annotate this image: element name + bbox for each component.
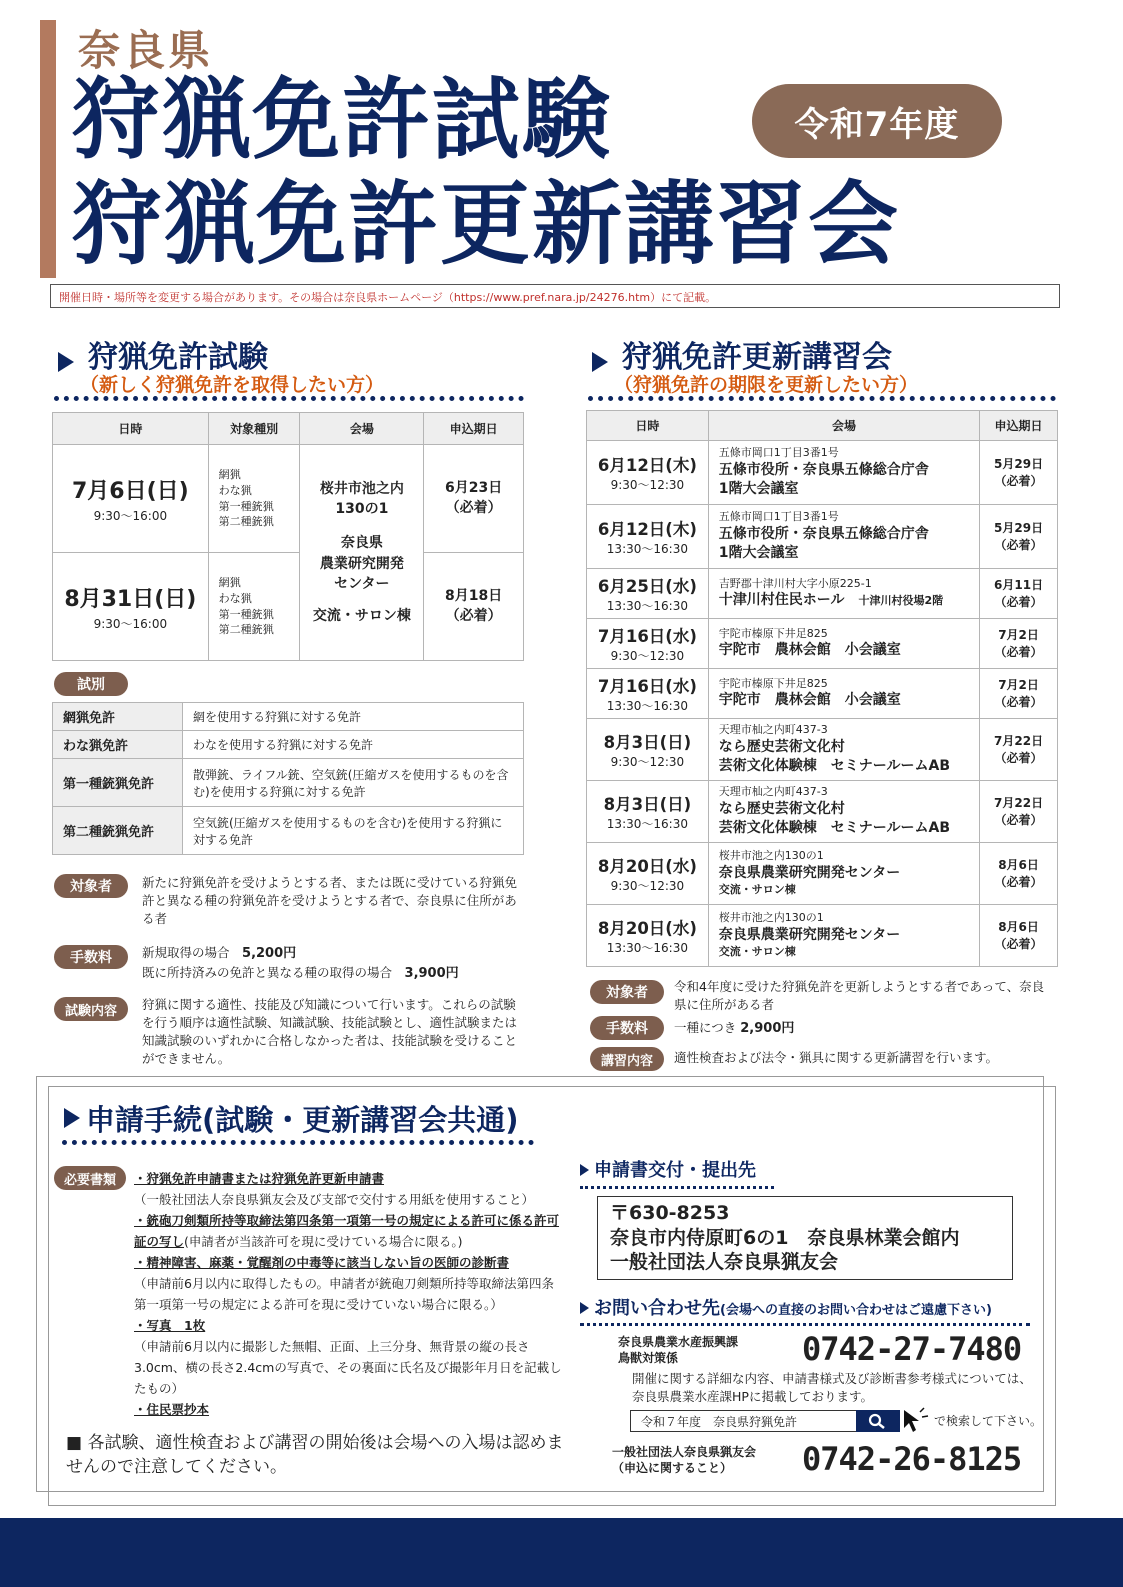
deadline-note: （必着） — [994, 936, 1043, 951]
renewal-time: 13:30～16:30 — [606, 941, 688, 955]
venue-name: 奈良県農業研究開発センター — [718, 865, 901, 882]
deadline-date: 8月18日 — [444, 587, 503, 604]
venue-address: 天理市杣之内町437-3 — [718, 785, 828, 799]
year-badge: 令和7年度 — [752, 84, 1002, 158]
triangle-icon — [580, 1302, 589, 1314]
venue-line: 130の1 — [335, 500, 389, 517]
venue-room: 1階大会議室 — [718, 544, 799, 561]
table-row — [587, 619, 1058, 669]
venue-address: 桜井市池之内130の1 — [718, 849, 824, 863]
renewal-time: 13:30～16:30 — [606, 699, 688, 713]
col-header: 日時 — [53, 413, 209, 445]
renewal-deadline-cell — [980, 619, 1058, 669]
search-instruction: で検索して下さい。 — [934, 1414, 1043, 1428]
venue-address: 天理市杣之内町437-3 — [718, 723, 828, 737]
table-row — [587, 781, 1058, 843]
renewal-content-label: 講習内容 — [590, 1047, 664, 1071]
deadline-note: （必着） — [994, 694, 1043, 709]
deadline-note: （必着） — [994, 750, 1043, 765]
renewal-date-cell — [587, 781, 709, 843]
renewal-time: 9:30～12:30 — [610, 478, 685, 492]
exam-type: 第二種銃猟 — [218, 623, 274, 637]
renewal-venue-cell — [708, 905, 979, 967]
cursor-icon — [900, 1406, 932, 1438]
doc-note: （申請前6月以内に撮影した無帽、正面、上三分身、無背景の縦の長さ3.0cm、横の長さ2.4cmの写真で、その裏面に氏名及び撮影年月日を記載したもの） — [134, 1339, 562, 1396]
main-title-renewal: 狩猟免許更新講習会 — [72, 172, 900, 277]
renewal-content-text: 適性検査および法令・猟具に関する更新講習を行います。 — [674, 1050, 999, 1065]
doc-item: ・精神障害、麻薬・覚醒剤の中毒等に該当しない旨の医師の診断書 — [134, 1255, 510, 1270]
license-kinds-table — [52, 702, 524, 855]
venue-name: 十津川村住民ホール — [718, 592, 845, 609]
deadline-note: （必着） — [994, 594, 1043, 609]
exam-time: 9:30～16:00 — [93, 508, 168, 523]
kind-name: 第二種銃猟免許 — [53, 807, 183, 855]
venue-line: 交流・サロン棟 — [312, 608, 411, 625]
footer-bar — [0, 1518, 1123, 1587]
contact-title: お問い合わせ先 — [594, 1298, 720, 1319]
renewal-time: 9:30～12:30 — [610, 649, 685, 663]
renewal-date-cell — [587, 441, 709, 505]
renewal-date-cell — [587, 843, 709, 905]
deadline-note: （必着） — [994, 874, 1043, 889]
renewal-date: 8月20日(水) — [597, 857, 697, 876]
exam-venue-cell — [300, 445, 424, 661]
doc-item: ・狩猟免許申請書または狩猟免許更新申請書 — [134, 1171, 385, 1186]
deadline-note: （必着） — [994, 644, 1043, 659]
exam-type: わな猟 — [218, 591, 252, 605]
renewal-deadline-cell — [980, 843, 1058, 905]
contact2-note: （申込に関すること） — [612, 1461, 733, 1476]
renewal-deadline-cell — [980, 441, 1058, 505]
col-header: 会場 — [300, 413, 424, 445]
doc-item: ・写真 1枚 — [134, 1318, 206, 1333]
contact1-dept: 鳥獣対策係 — [618, 1351, 679, 1366]
table-row — [53, 703, 524, 731]
exam-type: 第一種銃猟 — [218, 499, 274, 513]
renewal-venue-cell — [708, 569, 979, 619]
entry-warning: ■ 各試験、適性検査および講習の開始後は会場への入場は認めませんので注意してください。 — [66, 1433, 564, 1477]
renewal-section-title: 狩猟免許更新講習会 — [622, 340, 892, 375]
submit-title: 申請書交付・提出先 — [594, 1160, 756, 1181]
kinds-label: 試別 — [54, 672, 128, 696]
venue-name-line — [719, 591, 979, 610]
search-icon — [856, 1410, 900, 1432]
dotted-divider — [588, 396, 1056, 401]
renewal-venue-cell — [708, 505, 979, 569]
kind-desc: 空気銃(圧縮ガスを使用するものを含む)を使用する狩猟に対する免許 — [183, 807, 524, 855]
triangle-icon — [592, 352, 608, 372]
renewal-date: 8月3日(日) — [603, 733, 692, 752]
renewal-venue-cell — [708, 669, 979, 719]
exam-fee-label: 手数料 — [54, 945, 128, 969]
renewal-date-cell — [587, 505, 709, 569]
venue-address: 桜井市池之内130の1 — [718, 911, 824, 925]
table-row — [587, 505, 1058, 569]
fee-line2-amount: 3,900円 — [404, 965, 459, 981]
renewal-venue-cell — [708, 441, 979, 505]
table-row — [53, 445, 524, 553]
deadline-date: 5月29日 — [994, 521, 1044, 536]
renewal-date-cell — [587, 569, 709, 619]
triangle-icon — [580, 1164, 589, 1176]
application-title: 申請手続(試験・更新講習会共通) — [86, 1103, 519, 1137]
address: 奈良市内侍原町6の1 奈良県林業会館内 — [610, 1226, 960, 1249]
kind-desc: 散弾銃、ライフル銃、空気銃(圧縮ガスを使用するものを含む)を使用する狩猟に対する免許 — [183, 759, 524, 807]
doc-note: （申請前6月以内に取得したもの。申請者が銃砲刀剣類所持等取締法第四条第一項第一号の規定による許可を現に受けていない場合に限る。） — [134, 1276, 554, 1312]
venue-name: 奈良県農業研究開発センター — [718, 927, 901, 944]
exam-type: 網猟 — [218, 575, 241, 589]
col-header: 日時 — [587, 411, 709, 441]
renewal-deadline-cell — [980, 781, 1058, 843]
deadline-date: 5月29日 — [994, 457, 1044, 472]
exam-type: 第一種銃猟 — [218, 607, 274, 621]
exam-target-text: 新たに狩猟免許を受けようとする者、または既に受けている狩猟免許と異なる種の狩猟免許を受けようとする者で、奈良県に住所がある者 — [142, 875, 518, 927]
exam-date-cell — [53, 553, 209, 661]
venue-address: 宇陀市榛原下井足825 — [718, 676, 828, 690]
exam-types-cell — [208, 445, 300, 553]
renewal-deadline-cell — [980, 569, 1058, 619]
organization: 一般社団法人奈良県猟友会 — [610, 1251, 839, 1274]
venue-address: 宇陀市榛原下井足825 — [718, 626, 828, 640]
renewal-fee-label: 手数料 — [590, 1016, 664, 1040]
venue-line: センター — [334, 575, 390, 592]
deadline-date: 8月6日 — [998, 920, 1039, 935]
venue-line: 桜井市池之内 — [319, 480, 404, 497]
renewal-venue-cell — [708, 719, 979, 781]
renewal-date-cell — [587, 669, 709, 719]
renewal-deadline-cell — [980, 719, 1058, 781]
exam-date: 7月6日(日) — [71, 478, 189, 504]
deadline-note: （必着） — [445, 607, 502, 624]
renewal-deadline-cell — [980, 905, 1058, 967]
renewal-target-label: 対象者 — [590, 980, 664, 1004]
deadline-date: 6月23日 — [444, 479, 503, 496]
contact1-note: 開催に関する詳細な内容、申請書様式及び診断書参考様式については、奈良県農業水産課HPに掲載しております。 — [632, 1371, 1032, 1405]
change-notice: 開催日時・場所等を変更する場合があります。その場合は奈良県ホームページ（https://www.pref.nara.jp/24276.htm）にて記載。 — [50, 284, 1060, 308]
table-row — [53, 759, 524, 807]
doc-note: (申請者が当該許可を現に受けている場合に限る。) — [184, 1234, 463, 1249]
docs-label: 必要書類 — [54, 1166, 126, 1190]
doc-item-line — [134, 1210, 564, 1252]
exam-time: 9:30～16:00 — [93, 616, 168, 631]
renewal-time: 13:30～16:30 — [606, 599, 688, 613]
table-row — [53, 807, 524, 855]
deadline-note: （必着） — [994, 812, 1043, 827]
renewal-venue-cell — [708, 843, 979, 905]
kind-name: 網猟免許 — [53, 703, 183, 731]
kind-desc: わなを使用する狩猟に対する免許 — [183, 731, 524, 759]
search-keyword-box: 令和７年度 奈良県狩猟免許 — [630, 1410, 900, 1432]
renewal-venue-cell — [708, 781, 979, 843]
renewal-time: 9:30～12:30 — [610, 755, 685, 769]
exam-date: 8月31日(日) — [64, 586, 197, 612]
venue-address: 吉野郡十津川村大字小原225-1 — [718, 576, 872, 590]
main-title-exam: 狩猟免許試験 — [72, 68, 613, 171]
venue-name: なら歴史芸術文化村 — [718, 801, 845, 818]
deadline-note: （必着） — [445, 499, 502, 516]
kind-name: 第一種銃猟免許 — [53, 759, 183, 807]
contact1-org-block — [618, 1334, 738, 1366]
prefecture-label: 奈良県 — [78, 26, 214, 75]
renewal-deadline-cell — [980, 669, 1058, 719]
doc-item: ・銃砲刀剣類所持等取締法第四条第一項第一号の規定による許可に係る許可証の写し — [134, 1213, 560, 1249]
doc-item: ・住民票抄本 — [134, 1402, 210, 1417]
renewal-date: 7月16日(水) — [597, 677, 697, 696]
renewal-date: 6月12日(木) — [597, 520, 697, 539]
exam-types-cell — [208, 553, 300, 661]
renewal-time: 13:30～16:30 — [606, 817, 688, 831]
fee-prefix: 一種につき — [674, 1020, 737, 1035]
venue-line: 農業研究開発 — [319, 555, 404, 572]
table-row — [587, 669, 1058, 719]
col-header: 対象種別 — [208, 413, 300, 445]
venue-building: 交流・サロン棟 — [718, 882, 796, 896]
fee-line2-prefix: 既に所持済みの免許と異なる種の取得の場合 — [142, 964, 393, 980]
deadline-date: 6月11日 — [994, 578, 1044, 593]
deadline-date: 7月2日 — [998, 628, 1039, 643]
venue-name: なら歴史芸術文化村 — [718, 739, 845, 756]
dotted-divider — [54, 396, 524, 401]
exam-section-subtitle: （新しく狩猟免許を取得したい方） — [80, 374, 385, 396]
contact-title-line — [594, 1294, 992, 1320]
venue-floor: 十津川村役場2階 — [858, 594, 944, 608]
exam-type: 第二種銃猟 — [218, 515, 274, 529]
renewal-venue-cell — [708, 619, 979, 669]
renewal-fee-text — [674, 1019, 1054, 1039]
triangle-icon — [64, 1108, 80, 1128]
venue-line: 奈良県 — [340, 535, 383, 552]
renewal-date-cell — [587, 619, 709, 669]
contact2-phone: 0742-26-8125 — [802, 1440, 1022, 1478]
exam-type: 網猟 — [218, 467, 241, 481]
exam-type: わな猟 — [218, 483, 252, 497]
venue-building: 交流・サロン棟 — [718, 944, 796, 958]
exam-schedule-table — [52, 412, 524, 661]
deadline-date: 8月6日 — [998, 858, 1039, 873]
renewal-date: 8月20日(水) — [597, 919, 697, 938]
exam-section-title: 狩猟免許試験 — [88, 340, 268, 375]
contact2-org: 一般社団法人奈良県猟友会 — [612, 1445, 757, 1459]
table-row — [587, 569, 1058, 619]
renewal-time: 9:30～12:30 — [610, 879, 685, 893]
deadline-date: 7月22日 — [994, 734, 1044, 749]
renewal-deadline-cell — [980, 505, 1058, 569]
renewal-date-cell — [587, 905, 709, 967]
deadline-date: 7月2日 — [998, 678, 1039, 693]
renewal-date: 6月25日(水) — [597, 577, 697, 596]
venue-room: 芸術文化体験棟 セミナールームAB — [718, 819, 950, 836]
table-row — [53, 553, 524, 661]
venue-name: 宇陀市 農林会館 小会議室 — [718, 692, 901, 709]
venue-room: 1階大会議室 — [718, 480, 799, 497]
exam-date-cell — [53, 445, 209, 553]
venue-name: 五條市役所・奈良県五條総合庁舎 — [718, 462, 929, 479]
contact1-org: 奈良県農業水産振興課 — [618, 1335, 739, 1349]
fee-amount: 2,900円 — [740, 1021, 795, 1036]
contact-note-small: (会場への直接のお問い合わせはご遠慮下さい) — [720, 1303, 992, 1318]
deadline-note: （必着） — [994, 473, 1043, 488]
col-header: 会場 — [708, 411, 979, 441]
renewal-section-subtitle: （狩猟免許の期限を更新したい方） — [614, 374, 919, 396]
doc-note: （一般社団法人奈良県猟友会及び支部で交付する用紙を使用すること） — [134, 1192, 535, 1207]
venue-name: 宇陀市 農林会館 小会議室 — [718, 642, 901, 659]
contact1-phone: 0742-27-7480 — [802, 1330, 1022, 1368]
table-row — [587, 441, 1058, 505]
venue-room: 芸術文化体験棟 セミナールームAB — [718, 757, 950, 774]
postal-code: 〒630-8253 — [610, 1202, 730, 1224]
renewal-date: 8月3日(日) — [603, 795, 692, 814]
deadline-note: （必着） — [994, 537, 1043, 552]
dotted-divider — [62, 1140, 534, 1145]
table-row — [587, 843, 1058, 905]
renewal-date-cell — [587, 719, 709, 781]
exam-target-label: 対象者 — [54, 874, 128, 898]
required-documents-list — [134, 1168, 564, 1420]
fee-line1-prefix: 新規取得の場合 — [142, 945, 230, 960]
kind-desc: 網を使用する狩猟に対する免許 — [183, 703, 524, 731]
venue-name: 五條市役所・奈良県五條総合庁舎 — [718, 526, 929, 543]
table-row — [53, 731, 524, 759]
table-row — [587, 719, 1058, 781]
exam-content-label: 試験内容 — [54, 997, 128, 1021]
table-row — [587, 905, 1058, 967]
venue-address: 五條市岡口1丁目3番1号 — [718, 446, 839, 460]
col-header: 申込期日 — [424, 413, 524, 445]
deadline-date: 7月22日 — [994, 796, 1044, 811]
dotted-divider — [580, 1186, 774, 1189]
renewal-target-text: 令和4年度に受けた狩猟免許を更新しようとする者であって、奈良県に住所がある者 — [674, 979, 1045, 1013]
exam-deadline-cell — [424, 445, 524, 553]
renewal-time: 13:30～16:30 — [606, 542, 688, 556]
dotted-divider — [580, 1323, 1030, 1326]
triangle-icon — [58, 352, 74, 372]
kind-name: わな猟免許 — [53, 731, 183, 759]
header-accent-bar — [40, 20, 56, 278]
renewal-date: 7月16日(水) — [597, 627, 697, 646]
venue-address: 五條市岡口1丁目3番1号 — [718, 510, 839, 524]
exam-deadline-cell — [424, 553, 524, 661]
renewal-schedule-table — [586, 410, 1058, 967]
exam-content-text: 狩猟に関する適性、技能及び知識について行います。これらの試験を行う順序は適性試験、知識試験、技能試験とし、適性試験または知識試験のいずれかに合格しなかった者は、技能試験を受けることができません。 — [142, 997, 518, 1067]
exam-fee-text — [142, 944, 522, 984]
renewal-date: 6月12日(木) — [597, 456, 697, 475]
contact2-org-block — [612, 1444, 756, 1476]
fee-line1-amount: 5,200円 — [242, 946, 297, 961]
submit-address-box — [597, 1196, 1013, 1280]
col-header: 申込期日 — [980, 411, 1058, 441]
